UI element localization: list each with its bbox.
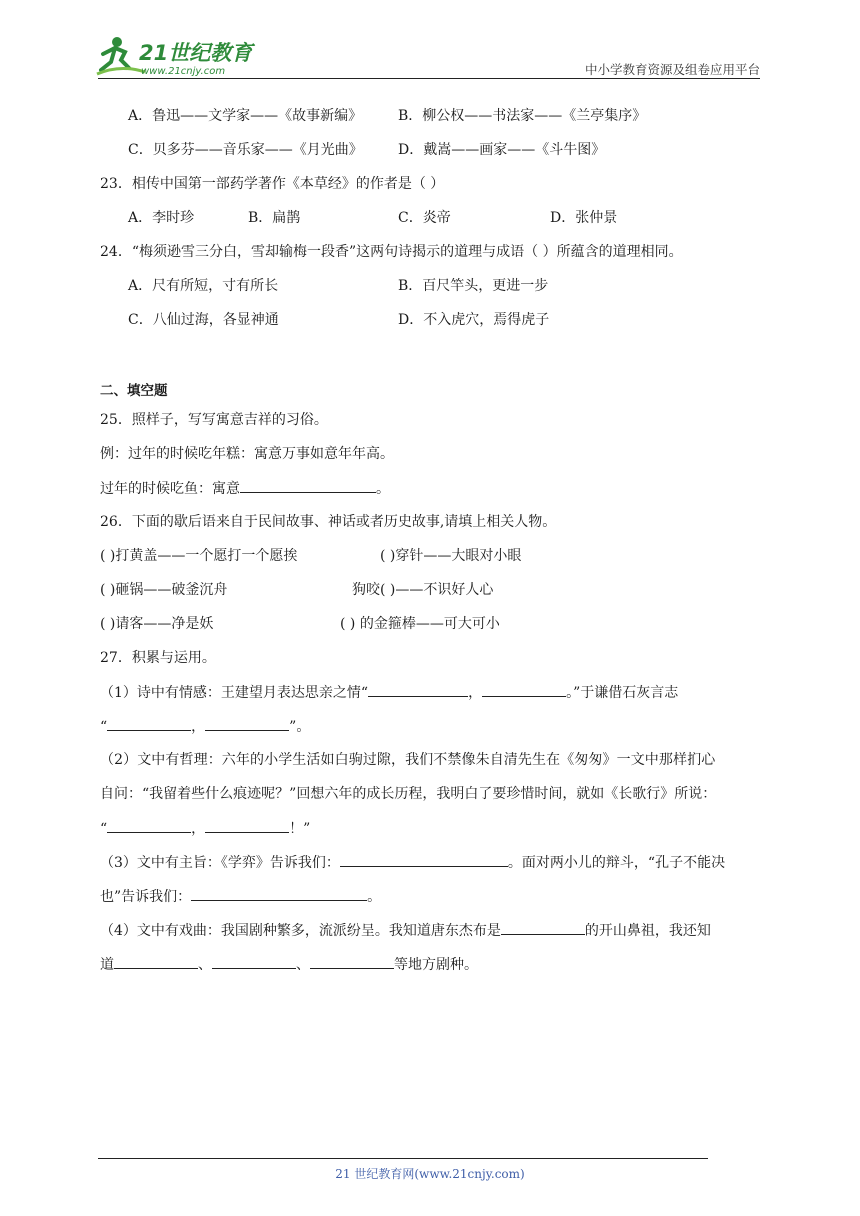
q27-part1-line2 [100, 716, 310, 737]
q27-p3-blank1[interactable] [340, 852, 508, 867]
q27-p1-blank4[interactable] [205, 716, 289, 731]
logo-url-text: www.21cnjy.com [141, 66, 226, 77]
q27-p4-blank3[interactable] [212, 954, 296, 969]
q27-p1-comma2: ， [191, 719, 206, 735]
logo-main-text: 21世纪教育 [139, 41, 253, 65]
q27-p2-blank2[interactable] [205, 818, 289, 833]
section-title-fill-in: 二、填空题 [100, 383, 168, 399]
q26-row2-right: 狗咬( )——不识好人心 [352, 582, 494, 598]
q22-option-b: B．柳公权——书法家——《兰亭集序》 [398, 108, 647, 124]
q27-p1-text: （1）诗中有情感：王建望月表达思亲之情“ [100, 685, 369, 701]
q24-option-c: C．八仙过海，各显神通 [128, 312, 279, 328]
q27-p1-close-quote: ”。 [289, 719, 311, 735]
q27-p3-text3: 也”告诉我们： [100, 889, 192, 905]
q23-option-a: A．李时珍 [128, 210, 195, 226]
q27-p2-comma: ， [191, 821, 206, 837]
q27-p3-text2: 。面对两小儿的辩斗，“孔子不能决 [507, 855, 726, 871]
q27-p1-text2: 。”于谦借石灰言志 [566, 685, 679, 701]
q27-p4-blank4[interactable] [310, 954, 394, 969]
q25-prompt: 过年的时候吃鱼：寓意 [100, 481, 240, 497]
q27-part2-line3 [100, 818, 310, 839]
q24-option-a: A．尺有所短，寸有所长 [128, 278, 279, 294]
q27-p2-open-quote: “ [100, 821, 108, 837]
q27-p4-text3: 道 [100, 957, 114, 973]
q27-p1-blank2[interactable] [482, 682, 566, 697]
q27-p4-end: 等地方剧种。 [394, 957, 478, 973]
q27-part3-line2 [100, 886, 381, 907]
q27-part3-line1 [100, 852, 725, 873]
q27-p4-sep2: 、 [296, 957, 310, 973]
q22-option-c: C．贝多芬——音乐家——《月光曲》 [128, 142, 363, 158]
platform-name: 中小学教育资源及组卷应用平台 [584, 62, 760, 77]
q27-p1-blank3[interactable] [107, 716, 191, 731]
q27-part4-line1 [100, 920, 711, 941]
q27-p2-blank1[interactable] [107, 818, 191, 833]
q27-p1-open-quote: “ [100, 719, 108, 735]
q27-stem: 27．积累与运用。 [100, 650, 216, 666]
q27-p1-comma: ， [468, 685, 483, 701]
q23-option-d: D．张仲景 [550, 210, 618, 226]
q26-row3-right: ( ) 的金箍棒——可大可小 [340, 616, 500, 632]
site-logo [95, 34, 260, 78]
q27-p2-close-quote: ！” [289, 821, 311, 837]
q22-option-d: D．戴嵩——画家——《斗牛图》 [398, 142, 606, 158]
q25-blank[interactable] [240, 478, 376, 493]
q23-stem: 23．相传中国第一部药学著作《本草经》的作者是（ ） [100, 176, 445, 192]
q24-stem: 24．“梅须逊雪三分白，雪却输梅一段香”这两句诗揭示的道理与成语（ ）所蕴含的道理相同。 [100, 244, 683, 260]
q27-p3-end: 。 [367, 889, 382, 905]
header-divider [98, 78, 760, 79]
q27-part1-line1 [100, 682, 678, 703]
q24-option-d: D．不入虎穴，焉得虎子 [398, 312, 550, 328]
q26-row1-left: ( )打黄盖——一个愿打一个愿挨 [100, 548, 298, 564]
q23-option-b: B．扁鹊 [248, 210, 301, 226]
q27-p1-blank1[interactable] [368, 682, 468, 697]
q26-row1-right: ( )穿针——大眼对小眼 [380, 548, 522, 564]
q23-option-c: C．炎帝 [398, 210, 451, 226]
q26-row3-left: ( )请客——净是妖 [100, 616, 214, 632]
q27-p3-text: （3）文中有主旨：《学弈》告诉我们： [100, 855, 340, 871]
q27-p4-sep1: 、 [198, 957, 212, 973]
q25-stem: 25．照样子，写写寓意吉祥的习俗。 [100, 412, 328, 428]
q22-option-a: A．鲁迅——文学家——《故事新编》 [128, 108, 363, 124]
runner-icon [97, 37, 145, 74]
q27-part2-line2: 自问：“我留着些什么痕迹呢？”回想六年的成长历程，我明白了要珍惜时间，就如《长歌行》所说： [100, 786, 717, 802]
q25-end: 。 [376, 481, 390, 497]
q27-p4-blank2[interactable] [114, 954, 198, 969]
q27-part4-line2 [100, 954, 478, 975]
footer-divider [98, 1158, 708, 1159]
q26-row2-left: ( )砸锅——破釜沉舟 [100, 582, 228, 598]
q27-p4-text: （4）文中有戏曲：我国剧种繁多，流派纷呈。我知道唐东杰布是 [100, 923, 501, 939]
q25-example: 例：过年的时候吃年糕：寓意万事如意年年高。 [100, 446, 394, 462]
q27-p4-text2: 的开山鼻祖，我还知 [584, 923, 711, 939]
footer-site-link[interactable]: 21 世纪教育网(www.21cnjy.com) [335, 1167, 525, 1181]
q27-p3-blank2[interactable] [191, 886, 367, 901]
q25-answer-line [100, 478, 390, 499]
q24-option-b: B．百尺竿头，更进一步 [398, 278, 549, 294]
q27-part2-line1: （2）文中有哲理：六年的小学生活如白驹过隙，我们不禁像朱自清先生在《匆匆》一文中那样扪心 [100, 752, 716, 768]
page-header [0, 0, 860, 80]
q27-p4-blank1[interactable] [501, 920, 585, 935]
q26-stem: 26．下面的歇后语来自于民间故事、神话或者历史故事,请填上相关人物。 [100, 514, 557, 530]
